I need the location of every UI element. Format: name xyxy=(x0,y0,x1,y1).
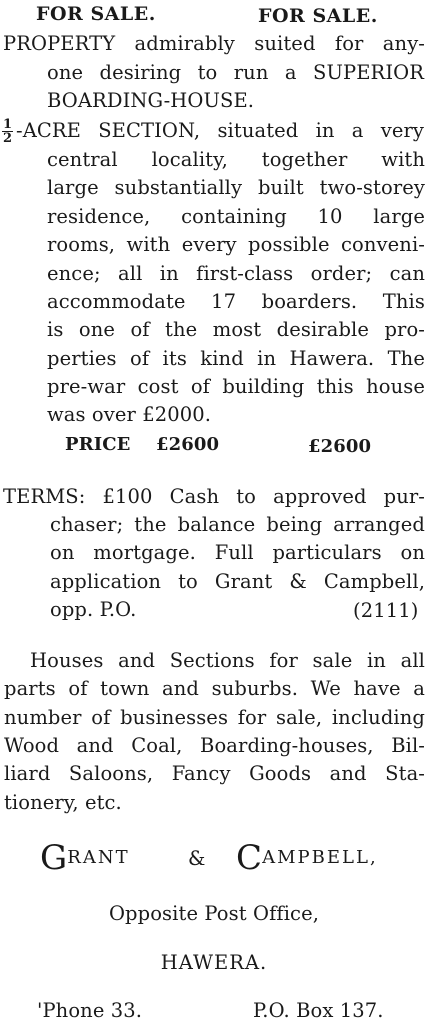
section-line-9: perties of its kind in Hawera. The xyxy=(47,347,425,370)
section-line-7: accommodate 17 boarders. This xyxy=(47,290,425,313)
firm-name-grant xyxy=(40,838,130,878)
section-line-6: ence; all in first-class order; can xyxy=(47,262,425,285)
fraction-numerator: 1 xyxy=(3,117,13,132)
terms-line-1: TERMS: £100 Cash to approved pur- xyxy=(3,485,425,508)
firm-ampersand: & xyxy=(188,847,206,870)
firm-campbell-rest: AMPBELL, xyxy=(262,847,378,868)
intro-line-3: BOARDING-HOUSE. xyxy=(47,89,255,112)
price-amount-right: £2600 xyxy=(308,436,372,457)
section-line-5: rooms, with every possible conveni- xyxy=(47,233,425,256)
contact-po-box: P.O. Box 137. xyxy=(253,999,384,1022)
contact-phone: 'Phone 33. xyxy=(37,999,143,1022)
fraction-denominator: 2 xyxy=(3,131,13,146)
half-fraction xyxy=(2,118,13,145)
section-line-10: pre-war cost of building this house xyxy=(47,375,425,398)
houses-line-1: Houses and Sections for sale in all xyxy=(30,649,425,672)
price-label: PRICE xyxy=(65,434,131,455)
terms-line-4: application to Grant & Campbell, xyxy=(50,570,425,593)
header-for-sale-left: FOR SALE. xyxy=(36,3,156,25)
section-line-3: large substantially built two-storey xyxy=(47,176,425,199)
houses-line-4: Wood and Coal, Boarding-houses, Bil- xyxy=(4,734,425,757)
section-line-1: -ACRE SECTION, situated in a very xyxy=(16,119,424,142)
houses-line-6: tionery, etc. xyxy=(4,791,122,814)
firm-address: Opposite Post Office, xyxy=(108,902,320,925)
price-amount-left: £2600 xyxy=(156,434,220,455)
houses-line-2: parts of town and suburbs. We have a xyxy=(4,677,425,700)
section-line-4: residence, containing 10 large xyxy=(47,205,425,228)
firm-name-campbell xyxy=(236,838,378,878)
terms-line-2: chaser; the balance being arranged xyxy=(50,513,425,536)
terms-line-5-left: opp. P.O. xyxy=(50,598,137,621)
houses-line-5: liard Saloons, Fancy Goods and Sta- xyxy=(4,762,425,785)
firm-grant-initial: G xyxy=(40,838,68,878)
section-line-8: is one of the most desirable pro- xyxy=(47,318,425,341)
intro-line-1: PROPERTY admirably suited for any- xyxy=(3,32,425,55)
firm-grant-rest: RANT xyxy=(67,847,130,868)
section-line-11: was over £2000. xyxy=(47,403,212,426)
intro-line-2: one desiring to run a SUPERIOR xyxy=(47,61,424,84)
header-for-sale-right: FOR SALE. xyxy=(258,5,378,27)
terms-reference-number: (2111) xyxy=(353,599,419,622)
houses-line-3: number of businesses for sale, including xyxy=(4,706,425,729)
terms-line-3: on mortgage. Full particulars on xyxy=(50,541,425,564)
firm-town: HAWERA. xyxy=(160,951,268,974)
firm-campbell-initial: C xyxy=(236,838,263,878)
section-line-2: central locality, together with xyxy=(47,148,425,171)
